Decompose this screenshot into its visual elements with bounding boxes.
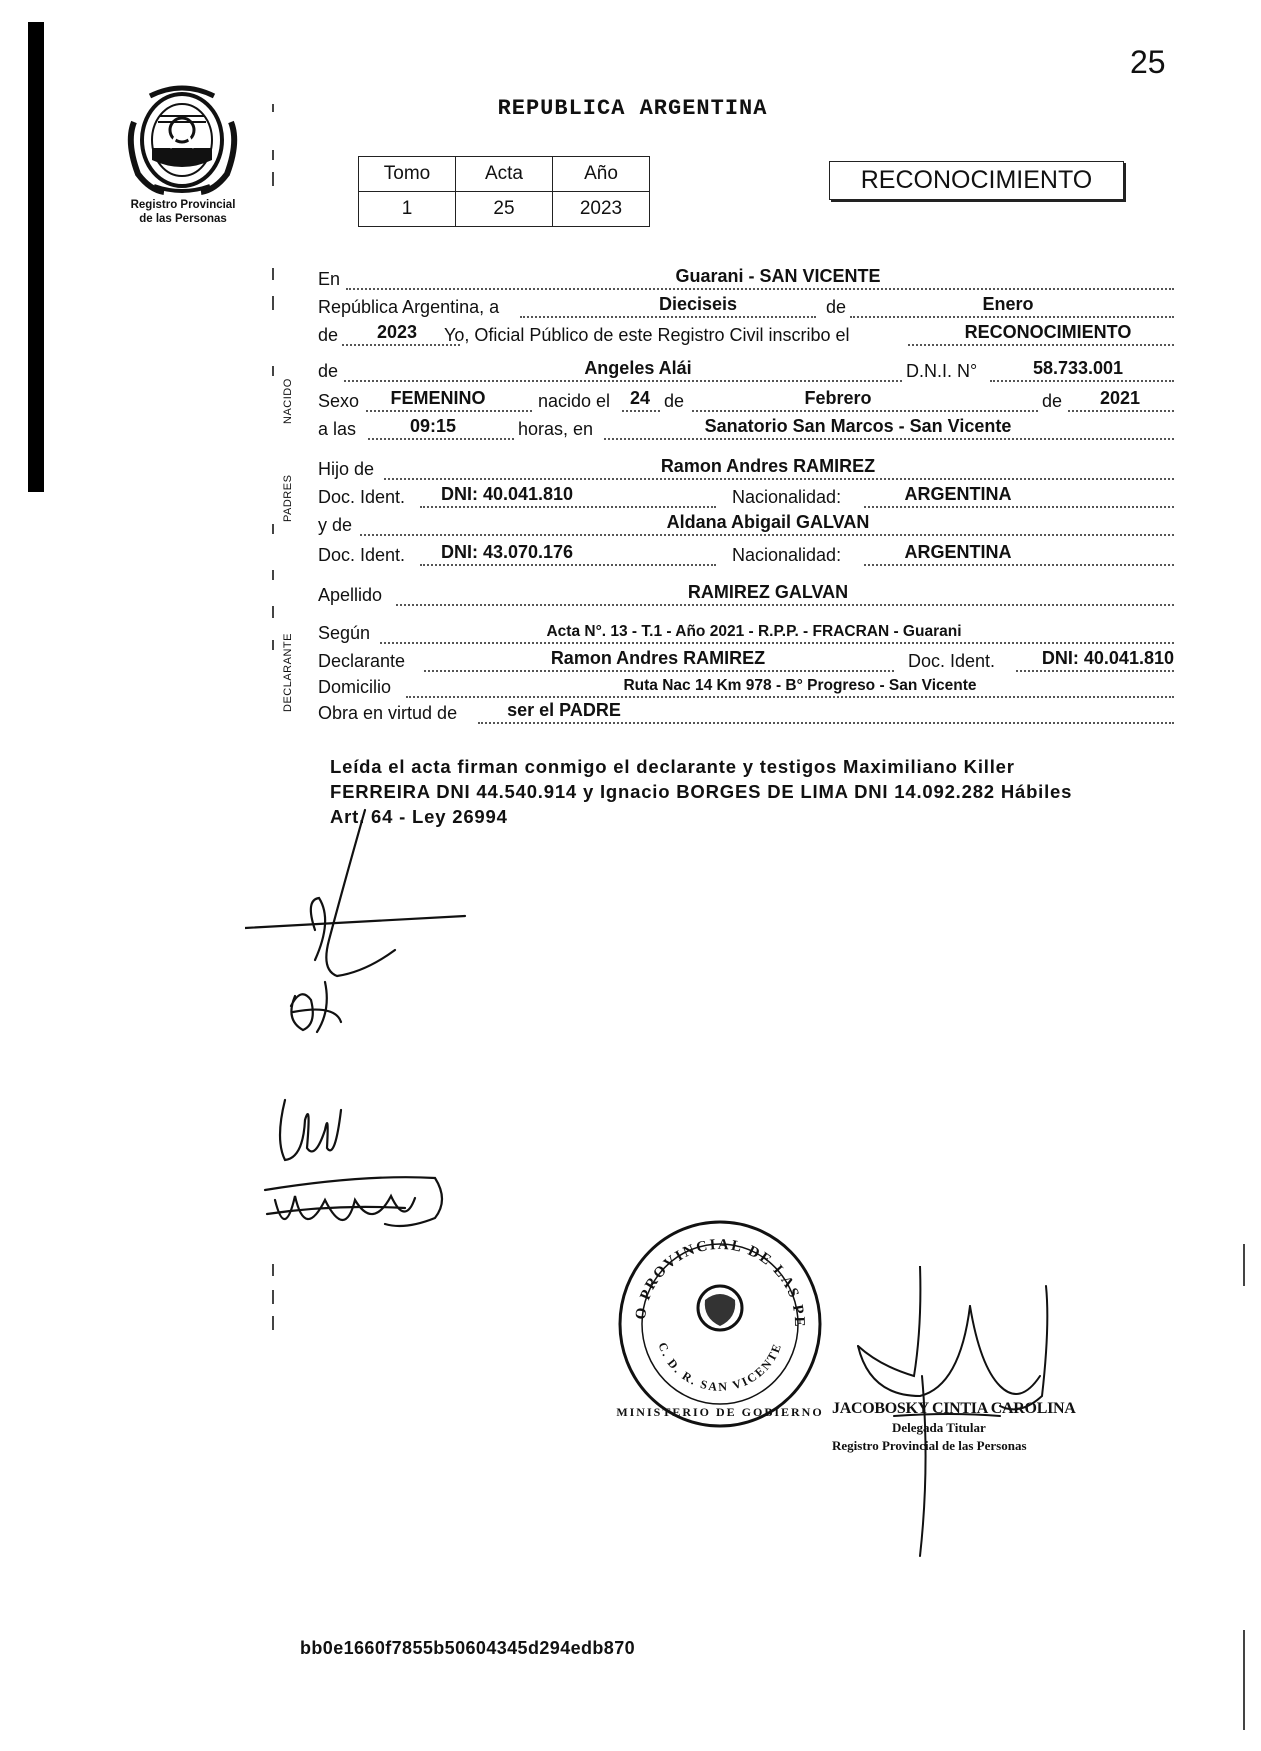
acta-reference-table: [358, 156, 650, 227]
acta-table-value-row: [359, 192, 650, 227]
document-hash: bb0e1660f7855b50604345d294edb870: [300, 1638, 636, 1658]
dotted-line: [346, 288, 1174, 290]
closing-line1: Leída el acta firman conmigo el declarante y testigos Maximiliano Killer: [330, 756, 1015, 777]
dotted-line: [380, 642, 1174, 644]
label-obra-en-virtud: Obra en virtud de: [318, 703, 458, 723]
row-republica: [318, 294, 1174, 322]
value-padre: Ramon Andres RAMIREZ: [660, 456, 876, 476]
side-label-declarante: DECLARANTE: [282, 633, 294, 712]
value-madre: Aldana Abigail GALVAN: [666, 512, 870, 532]
acta-header: Acta: [456, 157, 553, 192]
value-nombre: Angeles Alái: [584, 358, 692, 378]
value-padre-doc: DNI: 40.041.810: [440, 484, 574, 504]
dotted-line: [384, 478, 1174, 480]
official-signature-block: [832, 1400, 1092, 1454]
dotted-line: [864, 564, 1174, 566]
acta-table-header-row: [359, 157, 650, 192]
dotted-line: [1016, 670, 1174, 672]
row-domicilio: [318, 674, 1174, 702]
label-de: de: [826, 297, 847, 317]
label-y-de: y de: [318, 515, 353, 535]
svg-text:C. D. R. SAN VICENTE: [655, 1340, 784, 1394]
label-nacido-el: nacido el: [538, 391, 611, 411]
row-madre-doc: [318, 542, 1174, 570]
label-horas-en: horas, en: [518, 419, 594, 439]
dotted-line: [366, 410, 532, 412]
label-nacionalidad-madre: Nacionalidad:: [732, 545, 842, 565]
row-hijo-de: [318, 456, 1174, 484]
document-title: REPUBLICA ARGENTINA: [497, 96, 768, 121]
left-margin-bar: [28, 22, 44, 492]
dotted-line: [342, 344, 460, 346]
value-dni: 58.733.001: [1032, 358, 1124, 378]
dotted-line: [692, 410, 1038, 412]
label-declarante: Declarante: [318, 651, 406, 671]
logo-caption-line1: Registro Provincial: [130, 199, 236, 211]
value-nac-dia: 24: [629, 388, 651, 408]
value-domicilio: Ruta Nac 14 Km 978 - B° Progreso - San Vicente: [623, 677, 977, 694]
label-de-nombre: de: [318, 361, 339, 381]
row-obra: [318, 700, 1174, 728]
witness-signatures: [245, 800, 485, 1260]
row-nombre: [318, 358, 1174, 386]
official-registry: Registro Provincial de las Personas: [832, 1438, 1027, 1453]
row-hora: [318, 416, 1174, 444]
label-en: En: [318, 269, 341, 289]
dotted-line: [424, 670, 894, 672]
row-apellido: [318, 582, 1174, 610]
logo-caption: [108, 198, 258, 226]
label-doc-ident: Doc. Ident.: [318, 487, 406, 507]
value-inscribo: RECONOCIMIENTO: [964, 322, 1132, 342]
row-y-de: [318, 512, 1174, 540]
label-de-anio-nac: de: [1042, 391, 1063, 411]
label-de-mes: de: [664, 391, 685, 411]
value-madre-nac: ARGENTINA: [904, 542, 1012, 562]
value-lugar: Sanatorio San Marcos - San Vicente: [704, 416, 1012, 436]
value-en: Guarani - SAN VICENTE: [675, 266, 881, 286]
official-round-stamp: [615, 1218, 825, 1430]
official-name: JACOBOSKY CINTIA CAROLINA: [832, 1400, 1076, 1417]
closing-line2: FERREIRA DNI 44.540.914 y Ignacio BORGES DE LIMA DNI 14.092.282 Hábiles: [330, 781, 1073, 802]
closing-line3: Art. 64 - Ley 26994: [330, 806, 508, 827]
row-segun: [318, 620, 1174, 648]
value-hora: 09:15: [409, 416, 457, 436]
label-hijo-de: Hijo de: [318, 459, 375, 479]
value-sexo: FEMENINO: [390, 388, 486, 408]
label-doc-ident-declarante: Doc. Ident.: [908, 651, 996, 671]
label-yo-oficial: Yo, Oficial Público de este Registro Civil inscribo el: [444, 325, 850, 345]
label-de-anio: de: [318, 325, 339, 345]
official-role: Delegada Titular: [892, 1420, 986, 1435]
label-a-las: a las: [318, 419, 357, 439]
row-sexo: [318, 388, 1174, 416]
tomo-value: 1: [359, 192, 456, 227]
stamp-arc-text: O PROVINCIAL DE LAS PE: [632, 1236, 808, 1329]
dotted-line: [396, 604, 1174, 606]
label-doc-ident-madre: Doc. Ident.: [318, 545, 406, 565]
dotted-line: [344, 380, 902, 382]
dotted-line: [990, 380, 1174, 382]
label-dni: D.N.I. N°: [906, 361, 978, 381]
value-segun: Acta N°. 13 - T.1 - Año 2021 - R.P.P. - FRACRAN - Guarani: [546, 623, 962, 640]
row-padre-doc: [318, 484, 1174, 512]
row-en: [318, 266, 1174, 294]
dotted-line: [850, 316, 1174, 318]
tomo-header: Tomo: [359, 157, 456, 192]
dotted-line: [360, 534, 1174, 536]
dotted-line: [478, 722, 1174, 724]
label-republica: República Argentina, a: [318, 297, 500, 317]
dotted-line: [368, 438, 514, 440]
anio-header: Año: [553, 157, 650, 192]
value-declarante: Ramon Andres RAMIREZ: [550, 648, 766, 668]
value-nac-mes: Febrero: [804, 388, 872, 408]
document-type-box: RECONOCIMIENTO: [829, 161, 1124, 200]
dotted-line: [520, 316, 816, 318]
label-apellido: Apellido: [318, 585, 383, 605]
dotted-line: [1068, 410, 1174, 412]
acta-value: 25: [456, 192, 553, 227]
side-label-padres: PADRES: [282, 474, 294, 522]
stamp-inner-text: C. D. R. SAN VICENTE: [655, 1340, 785, 1394]
anio-value: 2023: [553, 192, 650, 227]
label-sexo: Sexo: [318, 391, 360, 411]
value-declarante-doc: DNI: 40.041.810: [1041, 648, 1174, 668]
value-dia: Dieciseis: [658, 294, 738, 314]
value-mes: Enero: [982, 294, 1034, 314]
dotted-line: [604, 438, 1174, 440]
row-declarante: [318, 648, 1174, 676]
dotted-line: [864, 506, 1174, 508]
label-segun: Según: [318, 623, 371, 643]
label-domicilio: Domicilio: [318, 677, 392, 697]
row-anio: [318, 322, 1174, 350]
value-anio: 2023: [376, 322, 418, 342]
value-obra: ser el PADRE: [507, 700, 621, 720]
value-nac-anio: 2021: [1099, 388, 1141, 408]
dotted-line: [420, 564, 716, 566]
side-label-nacido: NACIDO: [282, 378, 294, 424]
value-padre-nac: ARGENTINA: [904, 484, 1012, 504]
dotted-line: [908, 344, 1174, 346]
page-number: 25: [1130, 44, 1166, 80]
dotted-line: [622, 410, 660, 412]
label-nacionalidad: Nacionalidad:: [732, 487, 842, 507]
logo-caption-line2: de las Personas: [139, 213, 227, 225]
stamp-bottom-text: MINISTERIO DE GOBIERNO: [616, 1405, 824, 1419]
value-apellido: RAMIREZ GALVAN: [687, 582, 849, 602]
value-madre-doc: DNI: 43.070.176: [440, 542, 574, 562]
dotted-line: [406, 696, 1174, 698]
dotted-line: [420, 506, 716, 508]
